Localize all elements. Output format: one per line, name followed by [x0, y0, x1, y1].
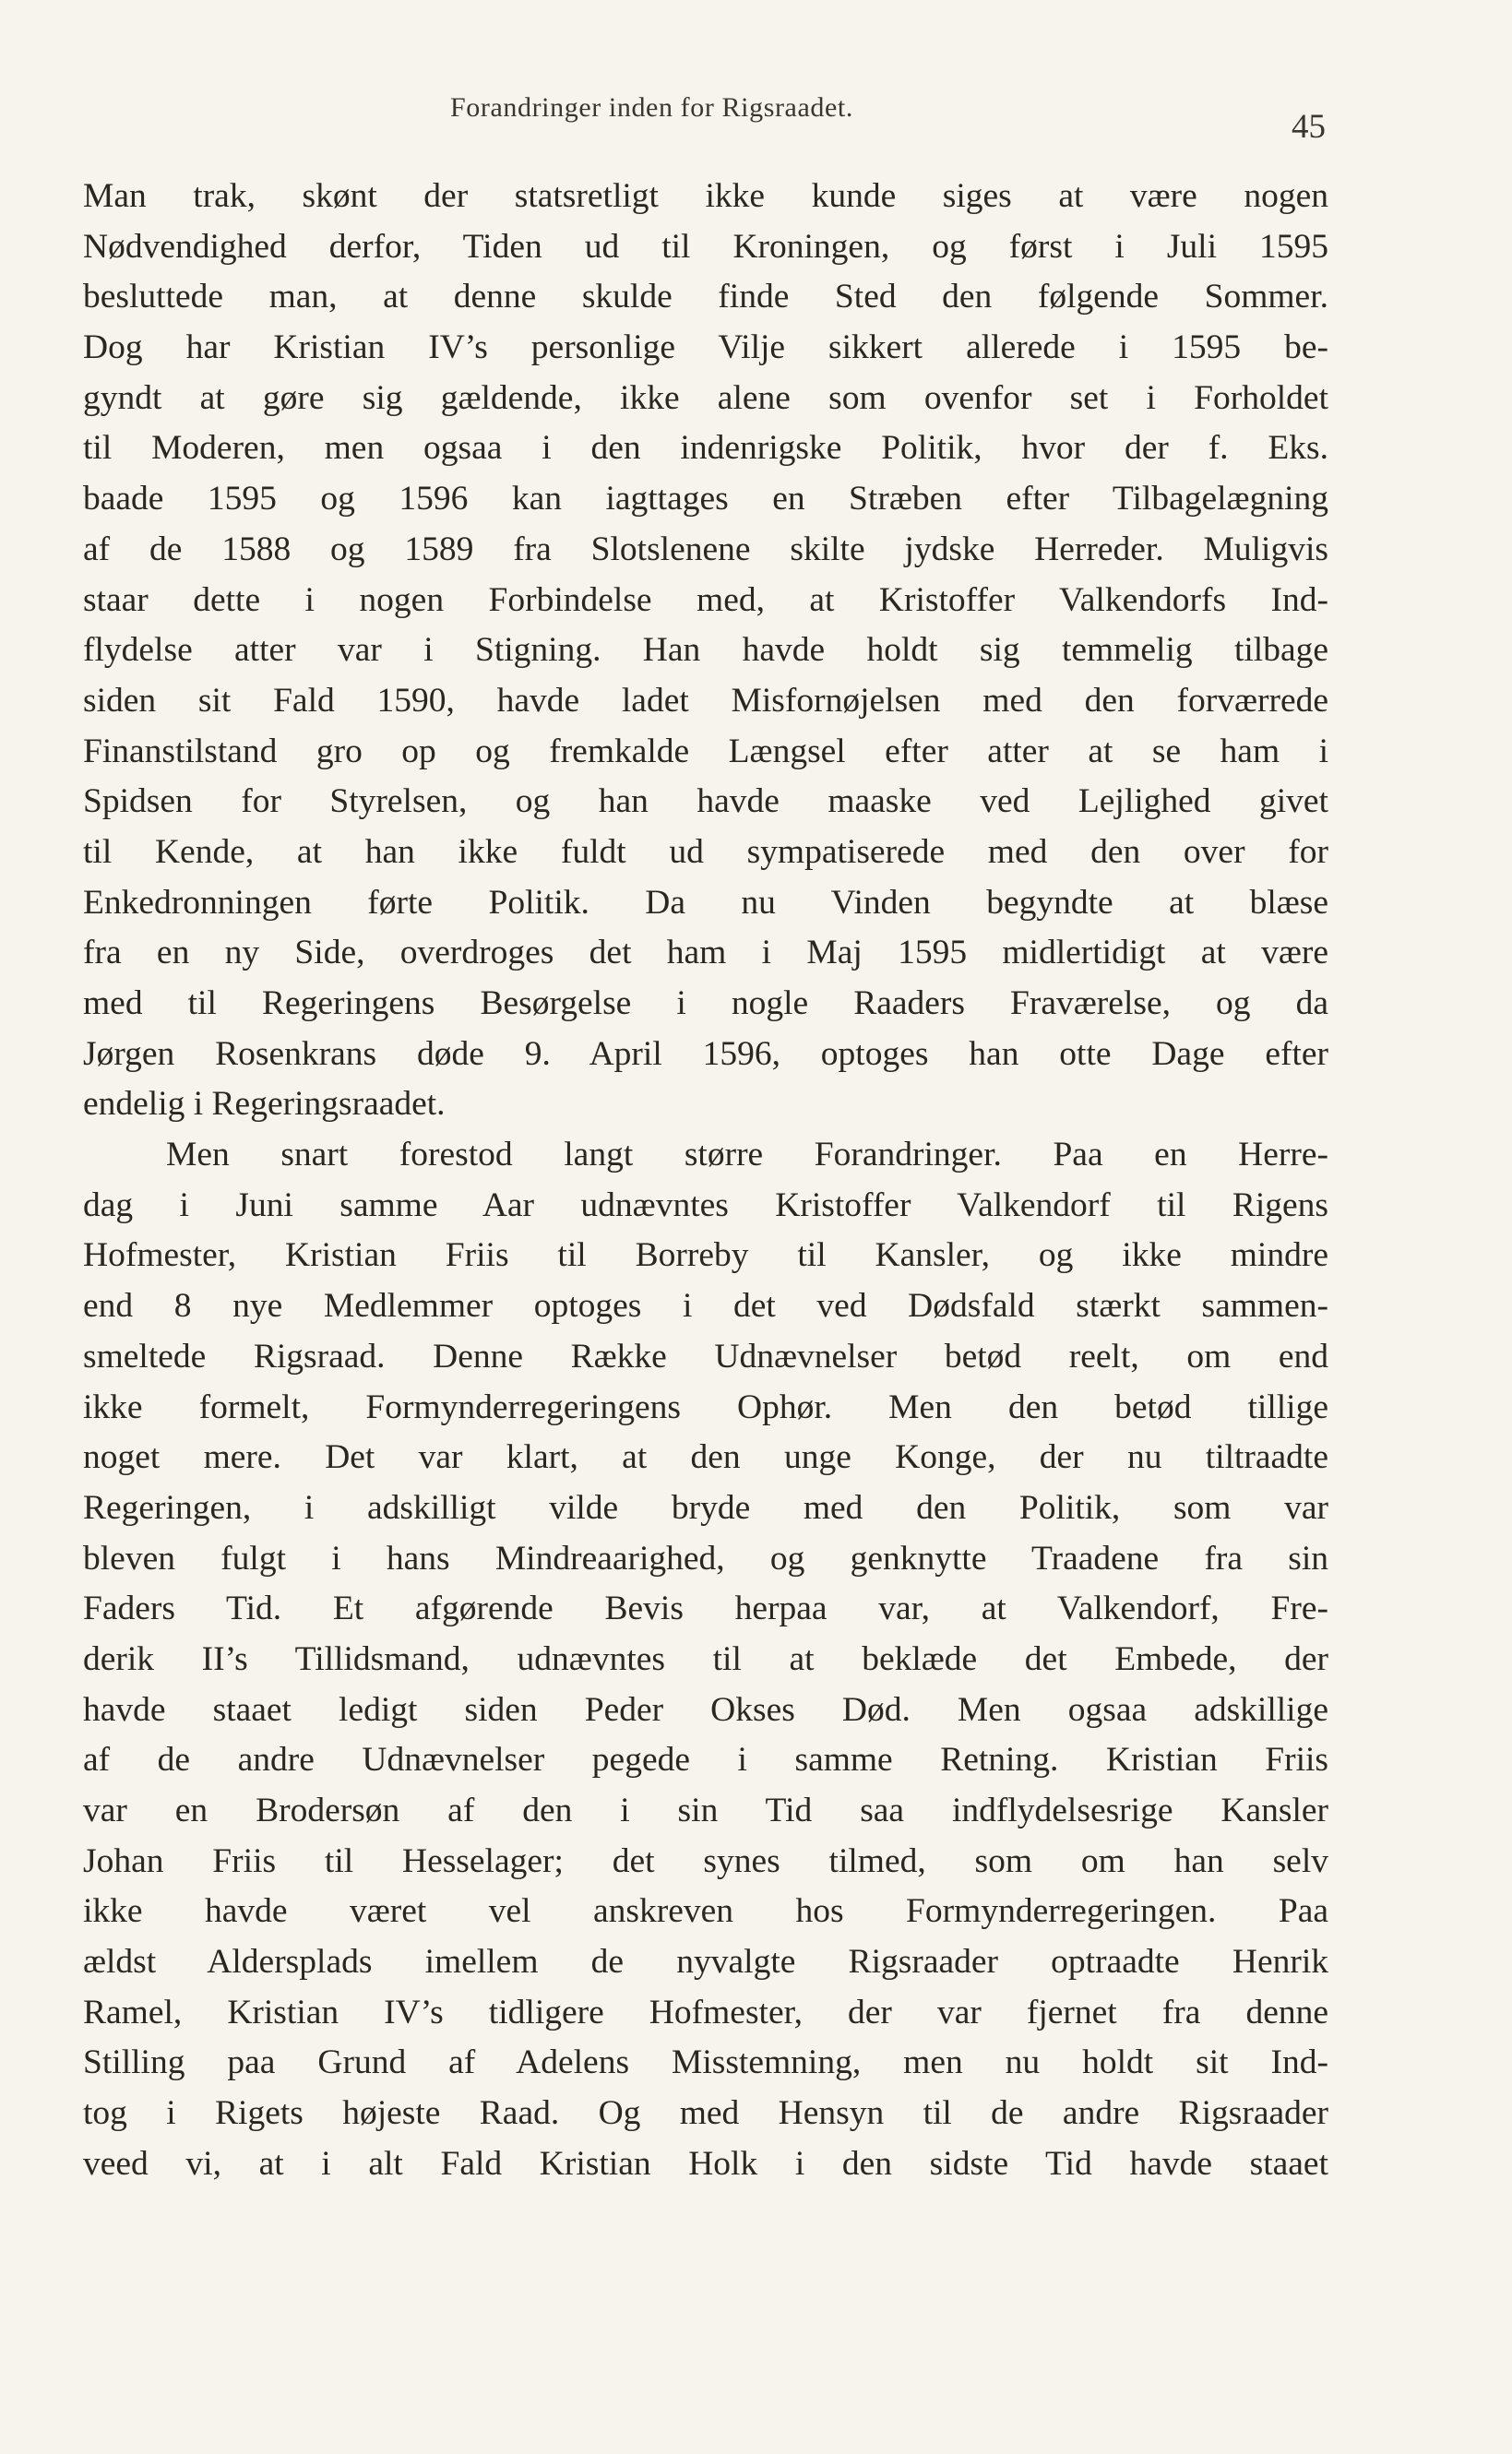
text-line: endelig i Regeringsraadet.	[83, 1085, 446, 1124]
text-line: ældst Aldersplads imellem de nyvalgte Rigsraader optraadte Henrik	[83, 1943, 1328, 1982]
text-line: af de 1588 og 1589 fra Slotslenene skilte jydske Herreder. Muligvis	[83, 530, 1328, 568]
text-line: Hofmester, Kristian Friis til Borreby til Kansler, og ikke mindre	[83, 1236, 1328, 1275]
text-line: Ramel, Kristian IV’s tidligere Hofmester, der var fjernet fra denne	[83, 1993, 1328, 2031]
text-line: Spidsen for Styrelsen, og han havde maaske ved Lejlighed givet	[83, 782, 1328, 821]
text-line: baade 1595 og 1596 kan iagttages en Stræben efter Tilbagelægning	[83, 480, 1328, 518]
text-line: tog i Rigets højeste Raad. Og med Hensyn til de andre Rigsraader	[83, 2094, 1328, 2133]
text-line: Nødvendighed derfor, Tiden ud til Kroningen, og først i Juli 1595	[83, 227, 1328, 266]
text-line: Enkedronningen førte Politik. Da nu Vinden begyndte at blæse	[83, 883, 1328, 922]
text-line: til Kende, at han ikke fuldt ud sympatiserede med den over for	[83, 832, 1328, 871]
text-line: med til Regeringens Besørgelse i nogle Raaders Fraværelse, og da	[83, 984, 1328, 1022]
body-text	[83, 172, 1328, 2190]
text-line: Man trak, skønt der statsretligt ikke kunde siges at være nogen	[83, 177, 1328, 215]
text-line: Dog har Kristian IV’s personlige Vilje sikkert allerede i 1595 be-	[83, 328, 1328, 367]
text-line: Regeringen, i adskilligt vilde bryde med den Politik, som var	[83, 1488, 1328, 1527]
text-line: veed vi, at i alt Fald Kristian Holk i den sidste Tid havde staaet	[83, 2144, 1328, 2183]
text-line: fra en ny Side, overdroges det ham i Maj 1595 midlertidigt at være	[83, 934, 1328, 972]
page-number: 45	[1292, 108, 1326, 146]
text-line: besluttede man, at denne skulde finde Sted den følgende Sommer.	[83, 278, 1328, 316]
text-line: Jørgen Rosenkrans døde 9. April 1596, optoges han otte Dage efter	[83, 1034, 1328, 1073]
text-line: derik II’s Tillidsmand, udnævntes til at beklæde det Embede, der	[83, 1639, 1328, 1678]
text-line: siden sit Fald 1590, havde ladet Misfornøjelsen med den forværrede	[83, 681, 1328, 720]
text-line: Stilling paa Grund af Adelens Misstemning, men nu holdt sit Ind-	[83, 2043, 1328, 2082]
text-line: end 8 nye Medlemmer optoges i det ved Dødsfald stærkt sammen-	[83, 1287, 1328, 1326]
running-title: Forandringer inden for Rigsraadet.	[450, 92, 853, 123]
text-line: Finanstilstand gro op og fremkalde Længsel efter atter at se ham i	[83, 732, 1328, 770]
text-line: flydelse atter var i Stigning. Han havde holdt sig temmelig tilbage	[83, 631, 1328, 670]
text-line: til Moderen, men ogsaa i den indenrigske Politik, hvor der f. Eks.	[83, 429, 1328, 468]
text-line: ikke havde været vel anskreven hos Formynderregeringen. Paa	[83, 1892, 1328, 1931]
text-line: bleven fulgt i hans Mindreaarighed, og genknytte Traadene fra sin	[83, 1539, 1328, 1578]
text-line: ikke formelt, Formynderregeringens Ophør. Men den betød tillige	[83, 1388, 1328, 1426]
text-line: dag i Juni samme Aar udnævntes Kristoffer Valkendorf til Rigens	[83, 1185, 1328, 1224]
text-line: staar dette i nogen Forbindelse med, at Kristoffer Valkendorfs Ind-	[83, 580, 1328, 619]
text-line: noget mere. Det var klart, at den unge Konge, der nu tiltraadte	[83, 1438, 1328, 1477]
text-line: Faders Tid. Et afgørende Bevis herpaa var, at Valkendorf, Fre-	[83, 1590, 1328, 1628]
text-line: smeltede Rigsraad. Denne Række Udnævnelser betød reelt, om end	[83, 1337, 1328, 1376]
text-line: af de andre Udnævnelser pegede i samme Retning. Kristian Friis	[83, 1741, 1328, 1780]
running-head	[0, 92, 1512, 148]
text-line: Johan Friis til Hesselager; det synes tilmed, som om han selv	[83, 1841, 1328, 1880]
text-line: var en Brodersøn af den i sin Tid saa indflydelsesrige Kansler	[83, 1792, 1328, 1829]
text-line: gyndt at gøre sig gældende, ikke alene som ovenfor set i Forholdet	[83, 378, 1328, 417]
text-line: Men snart forestod langt større Forandringer. Paa en Herre-	[166, 1136, 1328, 1174]
text-line: havde staaet ledigt siden Peder Okses Død. Men ogsaa adskillige	[83, 1690, 1328, 1729]
